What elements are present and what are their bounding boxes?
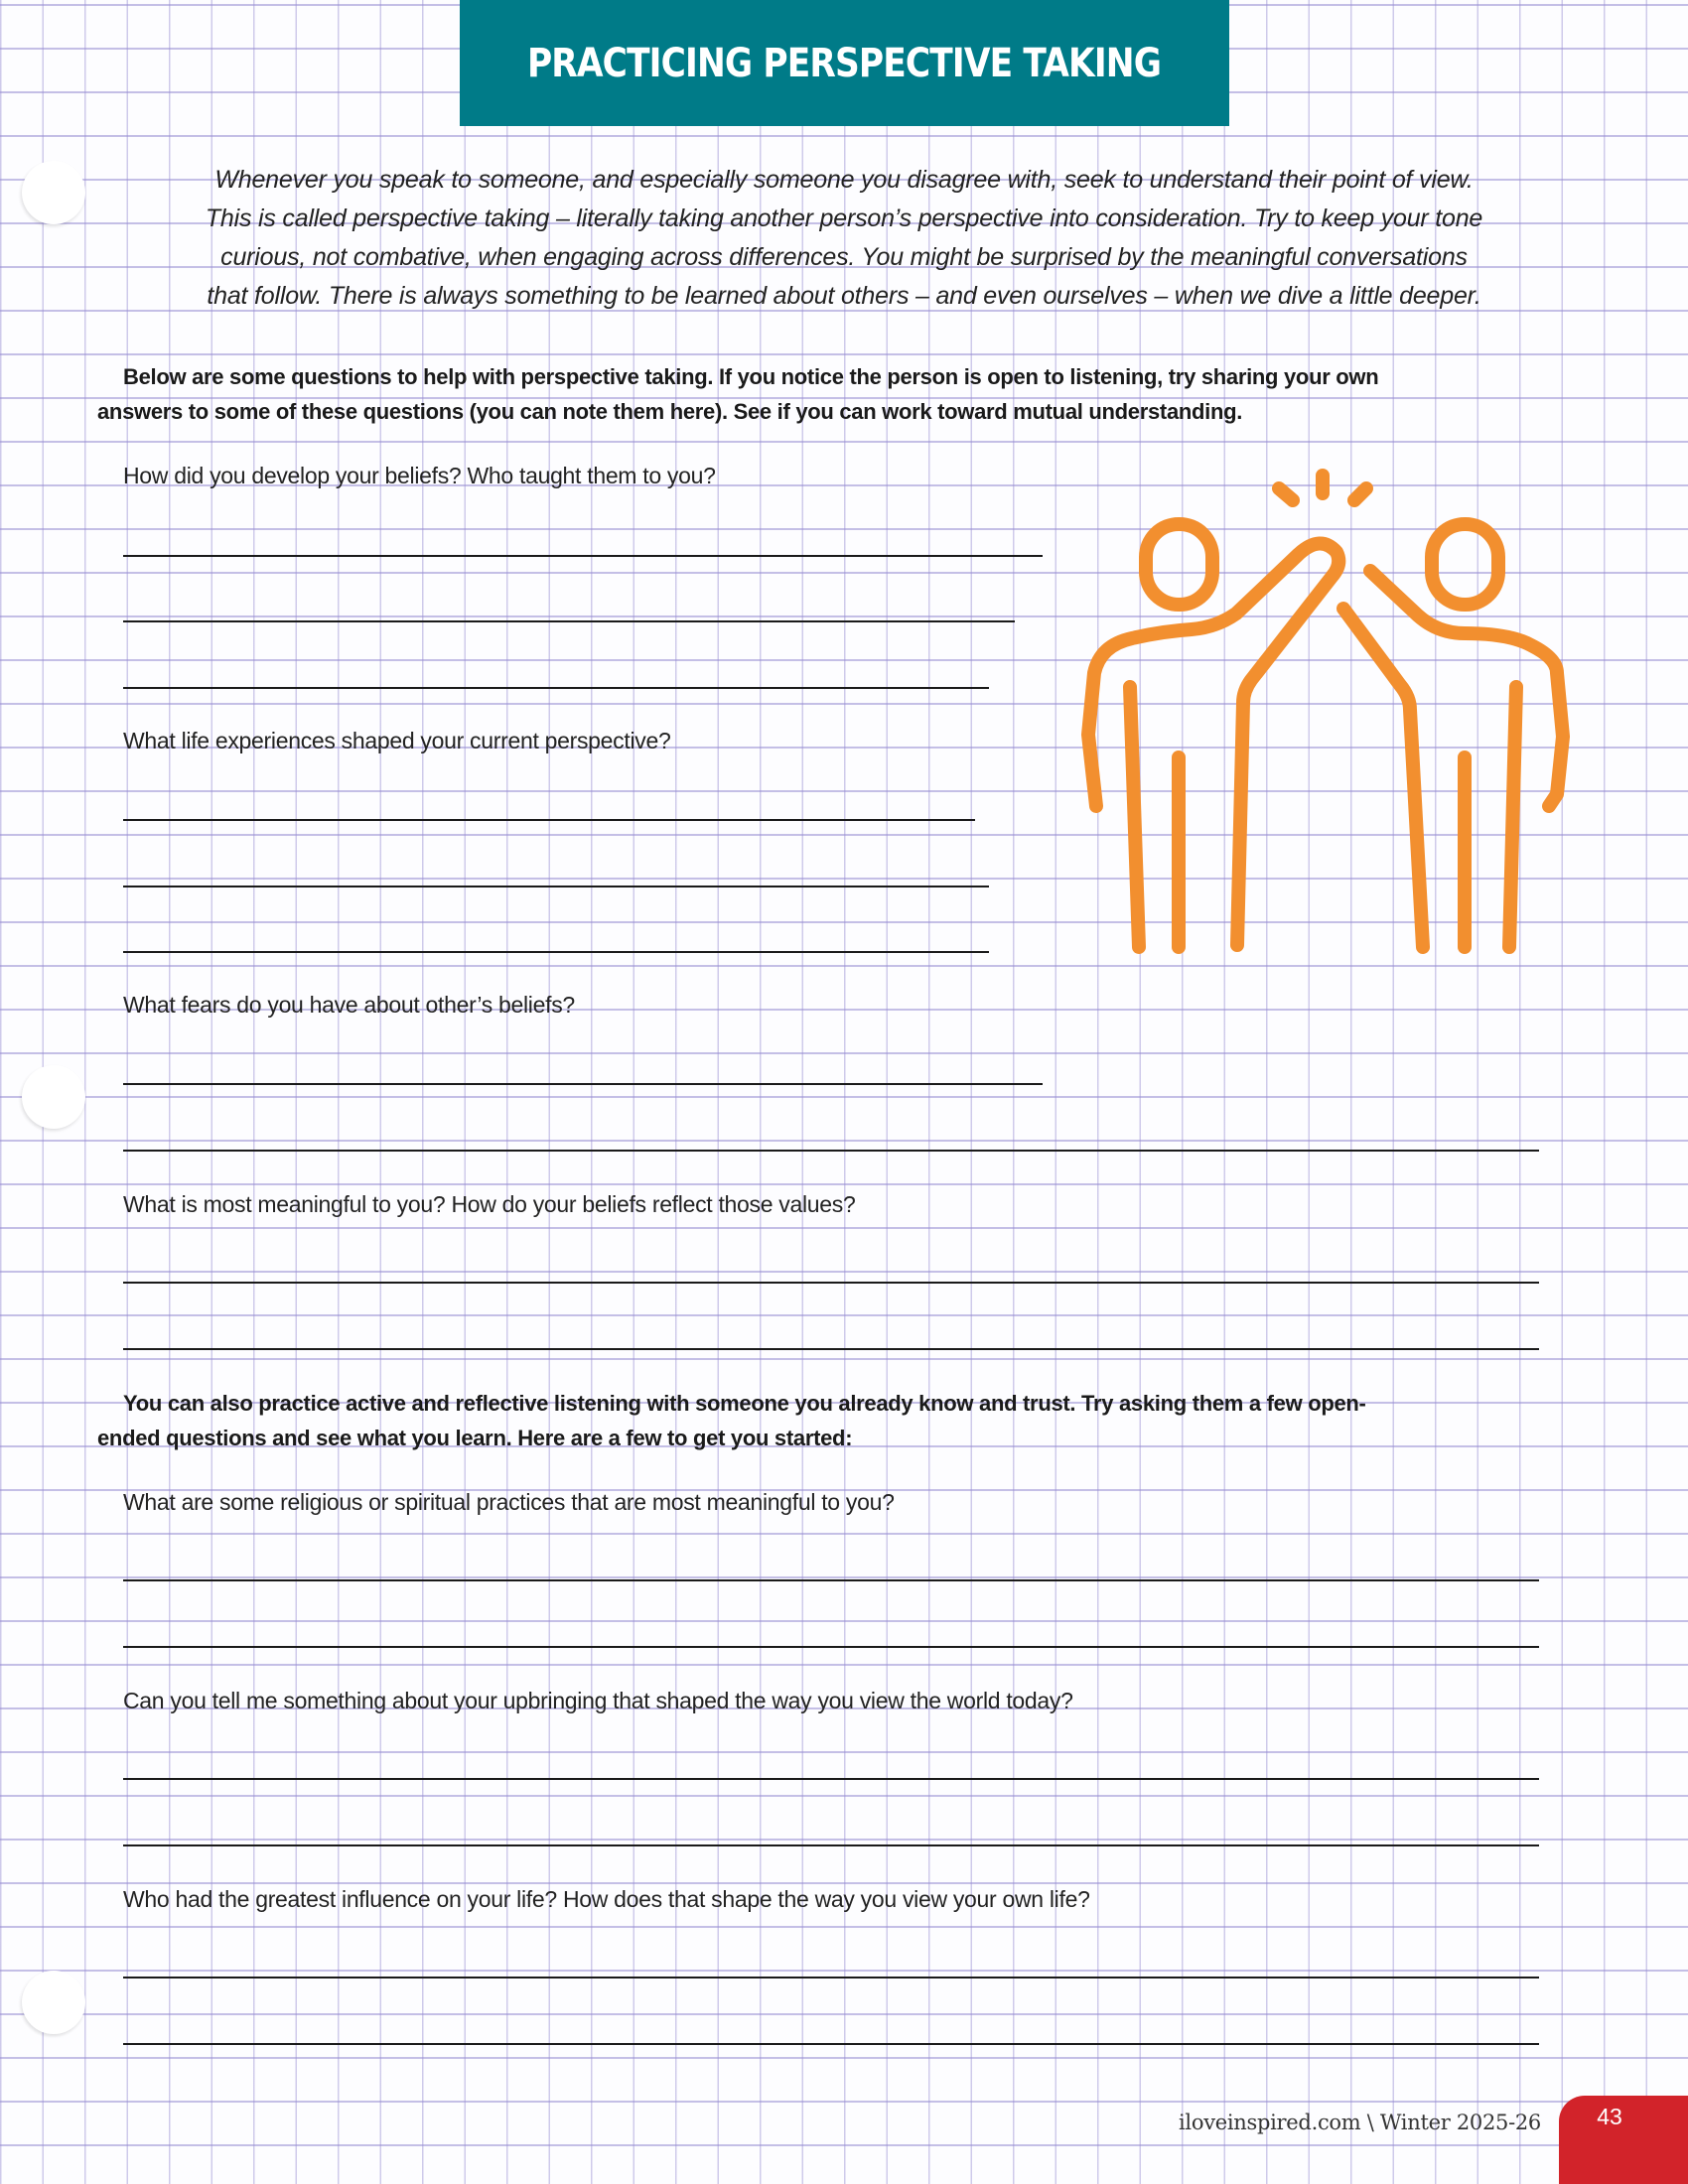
answer-line[interactable] [123, 951, 989, 953]
instruction-line: Below are some questions to help with perspective taking. If you notice the person is open to listening, try sharing your own [123, 364, 1379, 389]
high-five-icon [1072, 457, 1668, 1092]
left-person-leg-outer [1130, 687, 1139, 947]
intro-paragraph [99, 161, 1589, 316]
page-number-tab [1559, 2096, 1688, 2184]
intro-line: curious, not combative, when engaging across differences. You might be surprised by the meaningful conversations [220, 243, 1468, 271]
answer-line[interactable] [123, 1282, 1539, 1284]
question-life-experiences: What life experiences shaped your current perspective? [123, 728, 671, 753]
answer-line[interactable] [123, 886, 989, 887]
page-title: PRACTICING PERSPECTIVE TAKING [527, 40, 1162, 86]
answer-line[interactable] [123, 1646, 1539, 1648]
page-number: 43 [1597, 2104, 1622, 2129]
binder-hole-bottom [22, 1971, 85, 2034]
section1-instructions [97, 359, 1607, 429]
section2-instructions [97, 1386, 1607, 1455]
answer-line[interactable] [123, 819, 975, 821]
burst-line-left [1279, 488, 1293, 500]
right-person-front-arm [1343, 609, 1423, 947]
answer-line[interactable] [123, 687, 989, 689]
answer-line[interactable] [123, 555, 1043, 557]
left-person-head [1146, 524, 1212, 605]
title-banner [460, 0, 1229, 126]
intro-line: This is called perspective taking – literally taking another person’s perspective into consideration. Try to keep your tone [205, 205, 1483, 232]
instruction-line: answers to some of these questions (you can note them here). See if you can work toward mutual understanding. [97, 399, 1243, 424]
answer-line[interactable] [123, 1579, 1539, 1581]
answer-line[interactable] [123, 1778, 1539, 1780]
question-greatest-influence: Who had the greatest influence on your life? How does that shape the way you view your own life? [123, 1886, 1090, 1912]
intro-line: that follow. There is always something to be learned about others – and even ourselves – when we dive a little deeper. [207, 282, 1481, 310]
binder-hole-top [22, 161, 85, 224]
instruction-line: You can also practice active and reflective listening with someone you already know and trust. Try asking them a few open- [123, 1391, 1366, 1416]
binder-hole-middle [22, 1065, 85, 1129]
question-beliefs-origin: How did you develop your beliefs? Who taught them to you? [123, 463, 716, 488]
right-person-head [1432, 524, 1498, 605]
question-fears: What fears do you have about other’s beliefs? [123, 992, 575, 1018]
answer-line[interactable] [123, 1348, 1539, 1350]
answer-line[interactable] [123, 1083, 1043, 1085]
answer-line[interactable] [123, 1977, 1539, 1979]
footer-site-issue: iloveinspired.com \ Winter 2025-26 [1179, 2111, 1541, 2134]
answer-line[interactable] [123, 1150, 1539, 1152]
right-person-leg-outer [1509, 687, 1516, 947]
answer-line[interactable] [123, 2043, 1539, 2045]
question-spiritual-practices: What are some religious or spiritual practices that are most meaningful to you? [123, 1489, 895, 1515]
instruction-line: ended questions and see what you learn. Here are a few to get you started: [97, 1426, 853, 1450]
answer-line[interactable] [123, 1844, 1539, 1846]
question-meaningful-values: What is most meaningful to you? How do your beliefs reflect those values? [123, 1191, 856, 1217]
question-upbringing: Can you tell me something about your upbringing that shaped the way you view the world today? [123, 1688, 1073, 1713]
intro-line: Whenever you speak to someone, and especially someone you disagree with, seek to understand their point of view. [214, 166, 1474, 194]
burst-line-right [1354, 488, 1366, 500]
answer-line[interactable] [123, 620, 1015, 622]
